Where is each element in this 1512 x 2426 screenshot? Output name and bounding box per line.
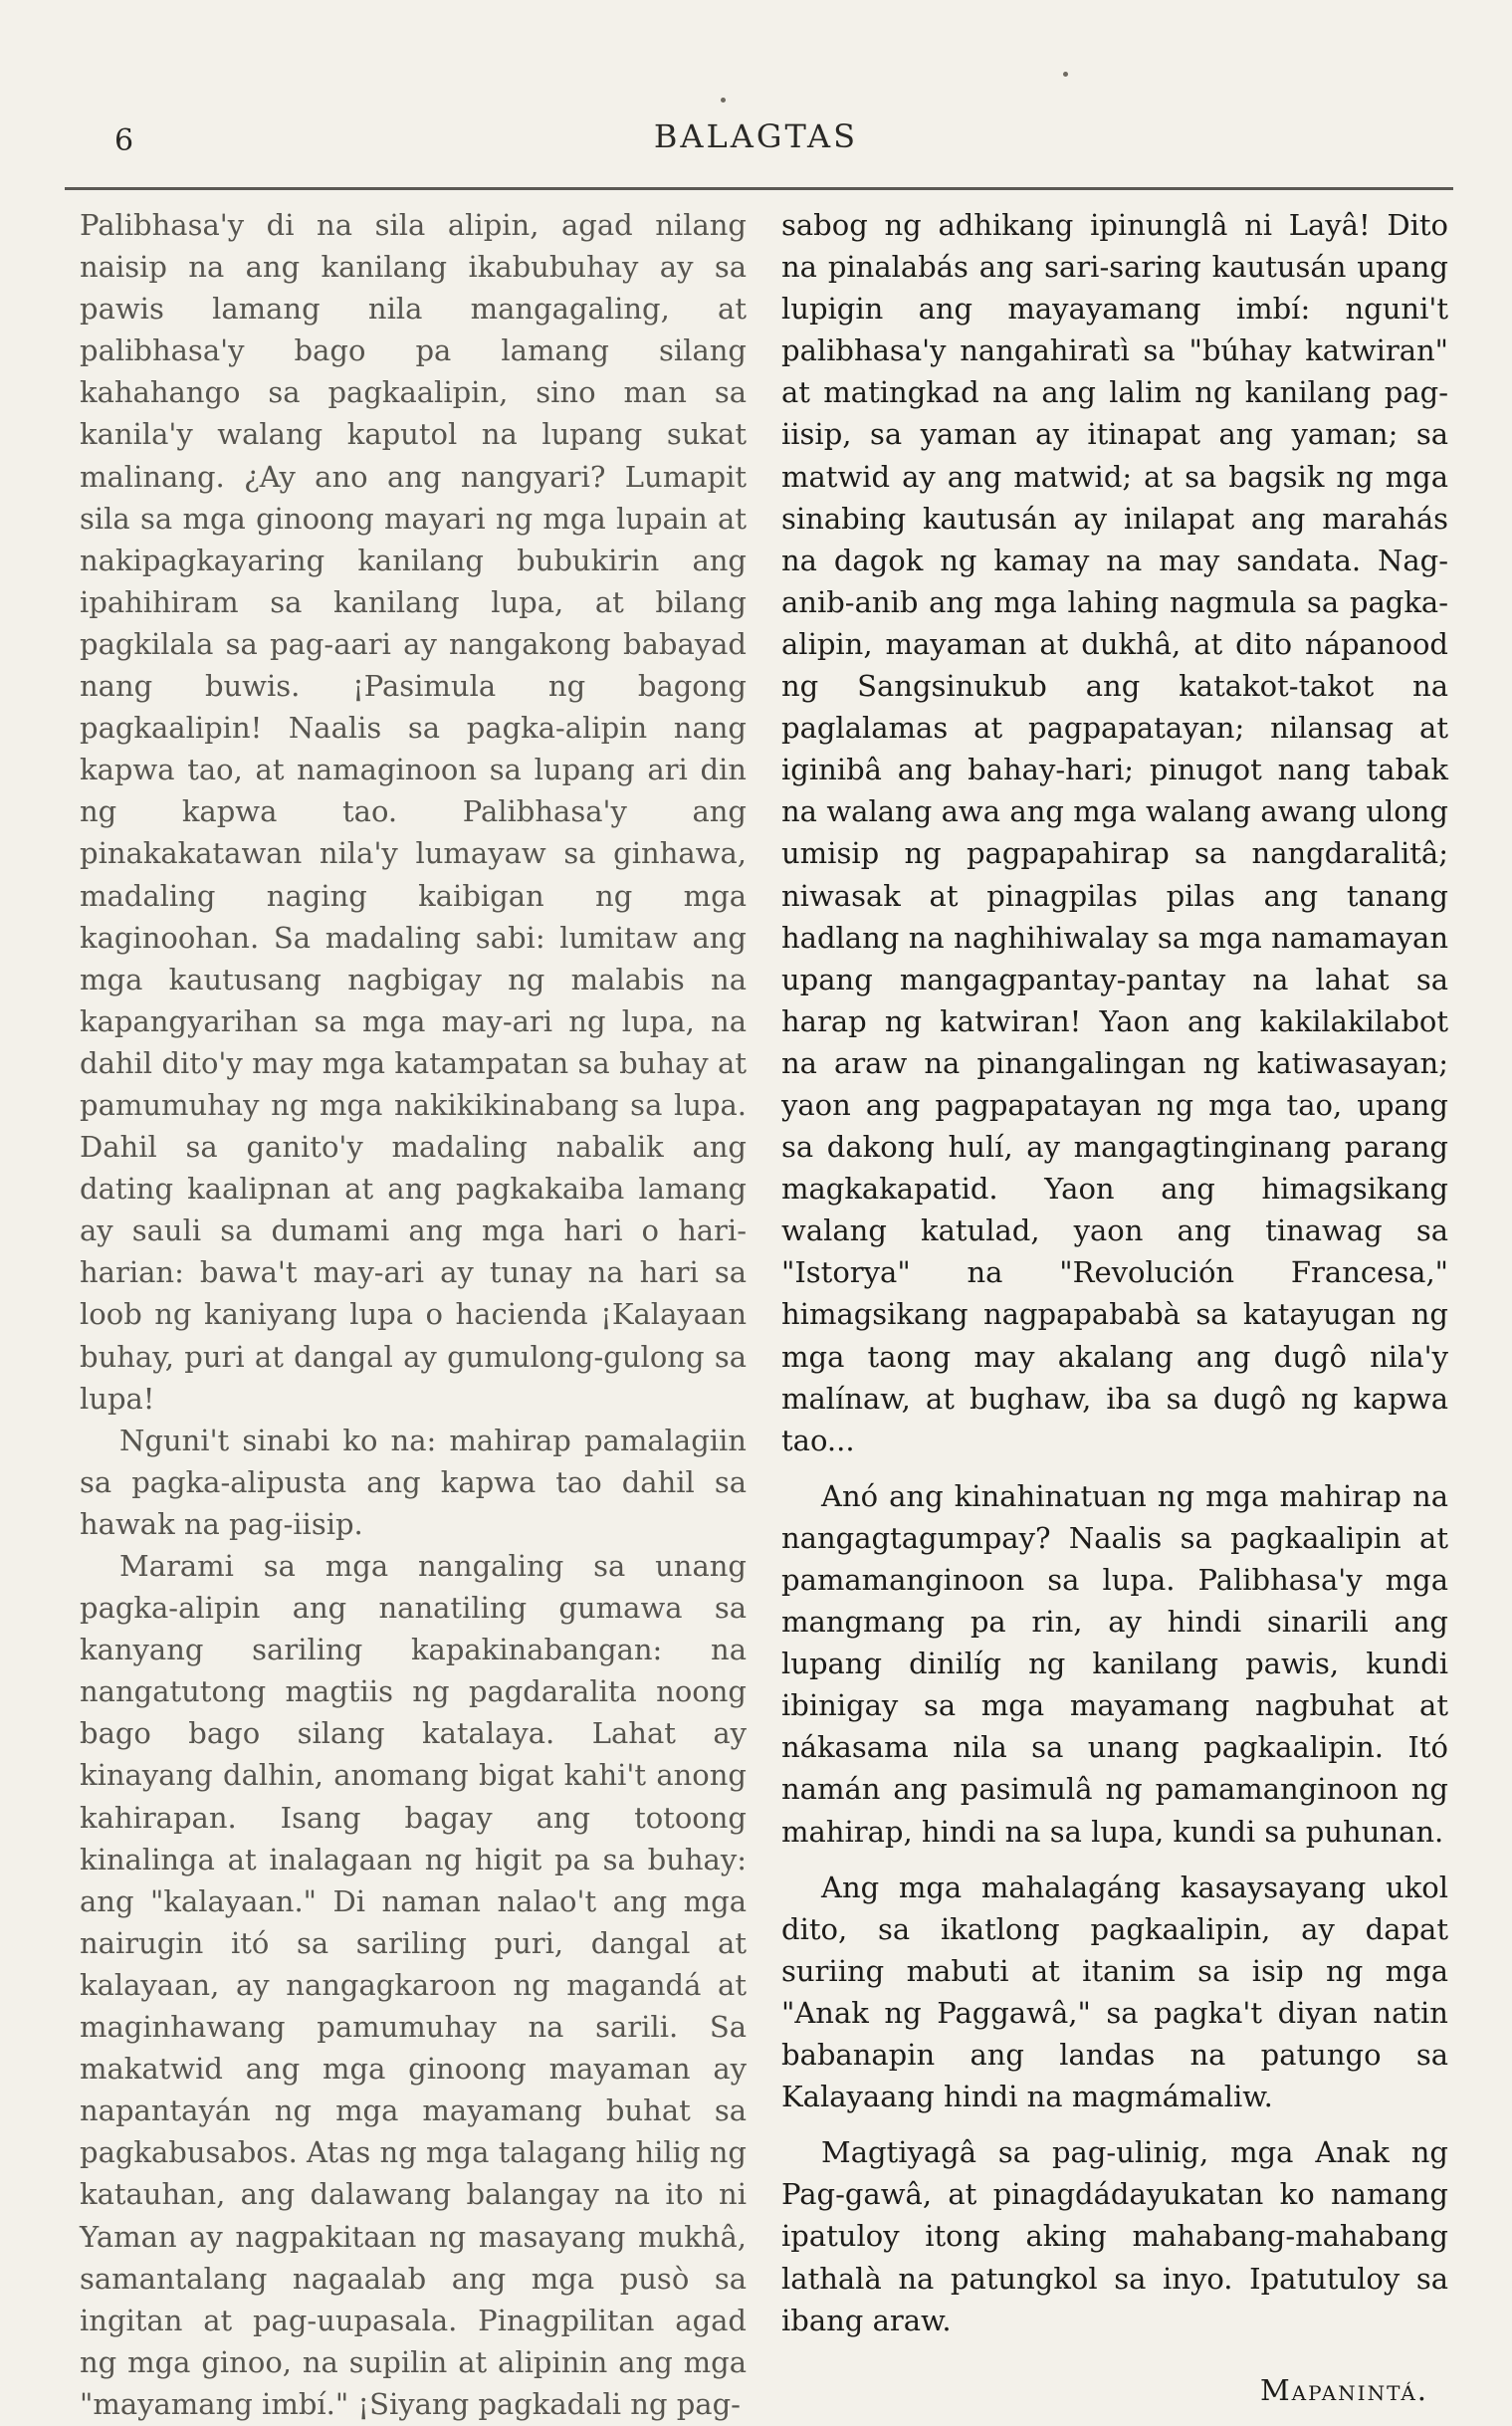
right-paragraph-1: sabog ng adhikang ipinunglâ ni Layâ! Dito na pinalabás ang sari-saring kautusán upang lupigin ang mayayamang imbí: nguni't palibhasa'y nangahiratì sa "búhay katwiran" at matingkad na ang lalim ng kanilang pag-iisip, sa yaman ay itinapat ang yaman; sa matwid ay ang matwid; at sa bagsik ng mga sinabing kautusán ay inilapat ang marahás na dagok ng kamay na may sandata. Nag-anib-anib ang mga lahing nagmula sa pagka-alipin, mayaman at dukhâ, at dito nápanood ng Sangsinukub ang katakot-takot na paglalamas at pagpapatayan; nilansag at iginibâ ang bahay-hari; pinugot nang tabak na walang awa ang mga walang awang ulong umisip ng pagpapahirap sa nangdaralitâ; niwasak at pinagpilas pilas ang tanang hadlang na naghihiwalay sa mga namamayan upang mangagpantay-pantay na lahat sa harap ng katwiran! Yaon ang kakilakilabot na araw na pinangalingan ng katiwasayan; yaon ang pagpapatayan ng mga tao, upang sa dakong hulí, ay mangagtinginang parang magkakapatid. Yaon ang himagsikang walang katulad, yaon ang tinawag sa "Istorya" na "Revolución Francesa," himagsikang nagpapababà sa katayugan ng mga taong may akalang ang dugô nila'y malínaw, at bughaw, iba sa dugô ng kapwa tao... xyxy=(781,208,1448,1457)
left-column xyxy=(80,204,747,2425)
paper-speck xyxy=(1063,72,1068,77)
page-number: 6 xyxy=(114,123,134,158)
left-paragraph-3: Marami sa mga nangaling sa unang pagka-alipin ang nanatiling gumawa sa kanyang sariling kapakinabangan: na nangatutong magtiis ng pagdaralita noong bago bago silang katalaya. Lahat ay kinayang dalhin, anomang bigat kahi't anong kahirapan. Isang bagay ang totoong kinalinga at inalagaan ng higit pa sa buhay: ang "kalayaan." Di naman nalao't ang mga nairugin itó sa sariling puri, dangal at kalayaan, ay nangagkaroon ng magandá at maginhawang pamumuhay na sarili. Sa makatwid ang mga ginoong mayaman ay napantayán ng mga mayamang buhat sa pagkabusabos. Atas ng mga talagang hilig ng katauhan, ang dalawang balangay na ito ni Yaman ay nagpakitaan ng masayang mukhâ, samantalang nagaalab ang mga pusò sa ingitan at pag-uupasala. Pinagpilitan agad ng mga ginoo, na supilin at alipinin ang mga "mayamang imbí." ¡Siyang pagkadali ng pag- xyxy=(80,1549,747,2421)
right-paragraph-4: Magtiyagâ sa pag-ulinig, mga Anak ng Pag-gawâ, at pinagdádayukatan ko namang ipatuloy itong aking mahabang-mahabang lathalà na patungkol sa inyo. Ipatutuloy sa ibang araw. xyxy=(781,2135,1448,2337)
left-paragraph-1: Palibhasa'y di na sila alipin, agad nilang naisip na ang kanilang ikabubuhay ay sa pawis lamang nila mangagaling, at palibhasa'y bago pa lamang silang kahahango sa pagkaalipin, sino man sa kanila'y walang kaputol na lupang sukat malinang. ¿Ay ano ang nangyari? Lumapit sila sa mga ginoong mayari ng mga lupain at nakipagkayaring kanilang bubukirin ang ipahihiram sa kanilang lupa, at bilang pagkilala sa pag-aari ay nangakong babayad nang buwis. ¡Pasimula ng bagong pagkaalipin! Naalis sa pagka-alipin nang kapwa tao, at namaginoon sa lupang ari din ng kapwa tao. Palibhasa'y ang pinakakatawan nila'y lumayaw sa ginhawa, madaling naging kaibigan ng mga kaginoohan. Sa madaling sabi: lumitaw ang mga kautusang nagbigay ng malabis na kapangyarihan sa mga may-ari ng lupa, na dahil dito'y may mga katampatan sa buhay at pamumuhay ng mga nakikikinabang sa lupa. Dahil sa ganito'y madaling nabalik ang dating kaalipnan at ang pagkakaiba lamang ay sauli sa dumami ang mga hari o hari-harian: bawa't may-ari ay tunay na hari sa loob ng kaniyang lupa o hacienda ¡Kalayaan buhay, puri at dangal ay gumulong-gulong sa lupa! xyxy=(80,208,747,1416)
author-signature: Mapanintá. xyxy=(1259,2372,1428,2407)
left-paragraph-2: Nguni't sinabi ko na: mahirap pamalagiin sa pagka-alipusta ang kapwa tao dahil sa hawak na pag-iisip. xyxy=(80,1423,747,1541)
page-header xyxy=(0,111,1512,161)
running-title: BALAGTAS xyxy=(653,117,859,155)
paper-speck xyxy=(721,98,726,103)
right-paragraph-2: Anó ang kinahinatuan ng mga mahirap na nangagtagumpay? Naalis sa pagkaalipin at pamamanginoon sa lupa. Palibhasa'y mga mangmang pa rin, ay hindi sinarili ang lupang dinilíg ng kanilang pawis, kundi ibinigay sa mga mayamang nagbuhat at nákasama nila sa unang pagkaalipin. Itó namán ang pasimulâ ng pamamanginoon ng mahirap, hindi na sa lupa, kundi sa puhunan. xyxy=(781,1478,1448,1849)
right-paragraph-3: Ang mga mahalagáng kasaysayang ukol dito, sa ikatlong pagkaalipin, ay dapat suriing mabuti at itanim sa isip ng mga "Anak ng Paggawâ," sa pagka't diyan natin babanapin ang landas na patungo sa Kalayaang hindi na magmámaliw. xyxy=(781,1870,1448,2114)
header-rule xyxy=(65,187,1453,190)
right-column xyxy=(781,204,1448,2411)
